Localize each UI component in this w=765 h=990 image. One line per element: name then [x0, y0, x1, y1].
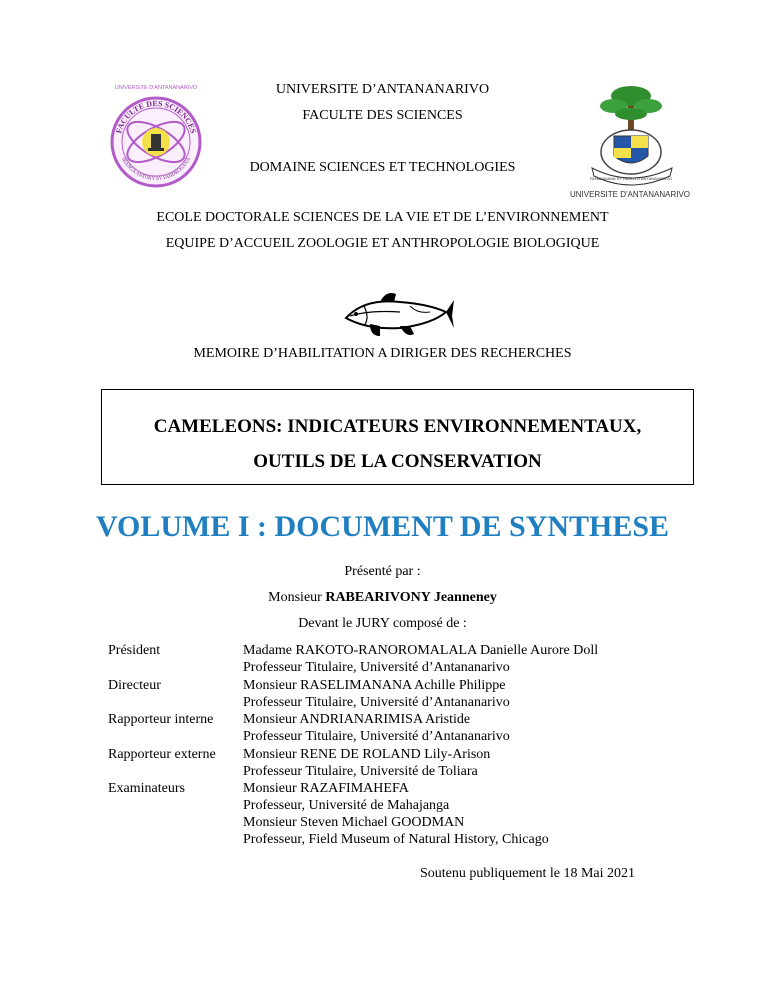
volume-heading: VOLUME I : DOCUMENT DE SYNTHESE — [95, 510, 670, 543]
presenter-name: RABEARIVONY Jeanneney — [325, 590, 497, 605]
jury-role: Examinateurs — [108, 781, 185, 796]
jury-member-line: Madame RAKOTO-RANOROMALALA Danielle Aurore Doll — [243, 643, 599, 658]
thesis-title-line-1: CAMELEONS: INDICATEURS ENVIRONNEMENTAUX, — [153, 416, 642, 437]
defense-date: Soutenu publiquement le 18 Mai 2021 — [420, 866, 636, 881]
jury-member-line: Monsieur RAZAFIMAHEFA — [243, 781, 409, 796]
university-name: UNIVERSITE D’ANTANANARIVO — [275, 82, 490, 97]
jury-member-line: Monsieur RASELIMANANA Achille Philippe — [243, 678, 506, 693]
jury-role: Rapporteur externe — [108, 747, 216, 762]
logo-motto: FAHAZAVANA SY HAHOTO ANTANANARIVO — [589, 176, 673, 181]
jury-member-line: Professeur Titulaire, Université d’Antananarivo — [243, 695, 510, 710]
presenter-prefix: Monsieur — [268, 590, 322, 605]
faculty-name: FACULTE DES SCIENCES — [302, 108, 463, 123]
doctoral-school: ECOLE DOCTORALE SCIENCES DE LA VIE ET DE L’ENVIRONNEMENT — [156, 210, 609, 225]
jury-role: Rapporteur interne — [108, 712, 214, 727]
logo-ring-text: FACULTE DES SCIENCES — [114, 98, 198, 135]
coelacanth-emblem — [340, 288, 456, 340]
jury-intro: Devant le JURY composé de : — [298, 616, 467, 631]
logo-ring-bottom-text: HIANGA ANTOKY SY FAHDROGANA — [120, 157, 192, 183]
jury-member-line: Professeur Titulaire, Université d’Antananarivo — [243, 729, 510, 744]
jury-member-line: Professeur Titulaire, Université de Toliara — [243, 764, 478, 779]
presenter — [0, 590, 765, 606]
memoire-title: MEMOIRE D’HABILITATION A DIRIGER DES RECHERCHES — [193, 346, 572, 361]
jury-role: Directeur — [108, 678, 161, 693]
jury-member-line: Professeur, Université de Mahajanga — [243, 798, 450, 813]
research-team: EQUIPE D’ACCUEIL ZOOLOGIE ET ANTHROPOLOGIE BIOLOGIQUE — [165, 236, 600, 251]
jury-member-line: Monsieur RENE DE ROLAND Lily-Arison — [243, 747, 491, 762]
jury-member-line: Monsieur Steven Michael GOODMAN — [243, 815, 465, 830]
jury-member-line: Professeur Titulaire, Université d’Antananarivo — [243, 660, 510, 675]
university-logo — [574, 80, 690, 204]
thesis-title-box — [101, 389, 694, 485]
jury-member-line: Professeur, Field Museum of Natural History, Chicago — [243, 832, 549, 847]
domain-name: DOMAINE SCIENCES ET TECHNOLOGIES — [249, 160, 516, 175]
thesis-title-line-2: OUTILS DE LA CONSERVATION — [253, 451, 542, 472]
logo-top-text: UNIVERSITE D'ANTANANARIVO — [114, 85, 198, 91]
jury-member-line: Monsieur ANDRIANARIMISA Aristide — [243, 712, 471, 727]
university-logo-caption: UNIVERSITE D'ANTANANARIVO — [569, 190, 691, 199]
presented-by-label: Présenté par : — [344, 564, 421, 579]
jury-role: Président — [108, 643, 161, 658]
